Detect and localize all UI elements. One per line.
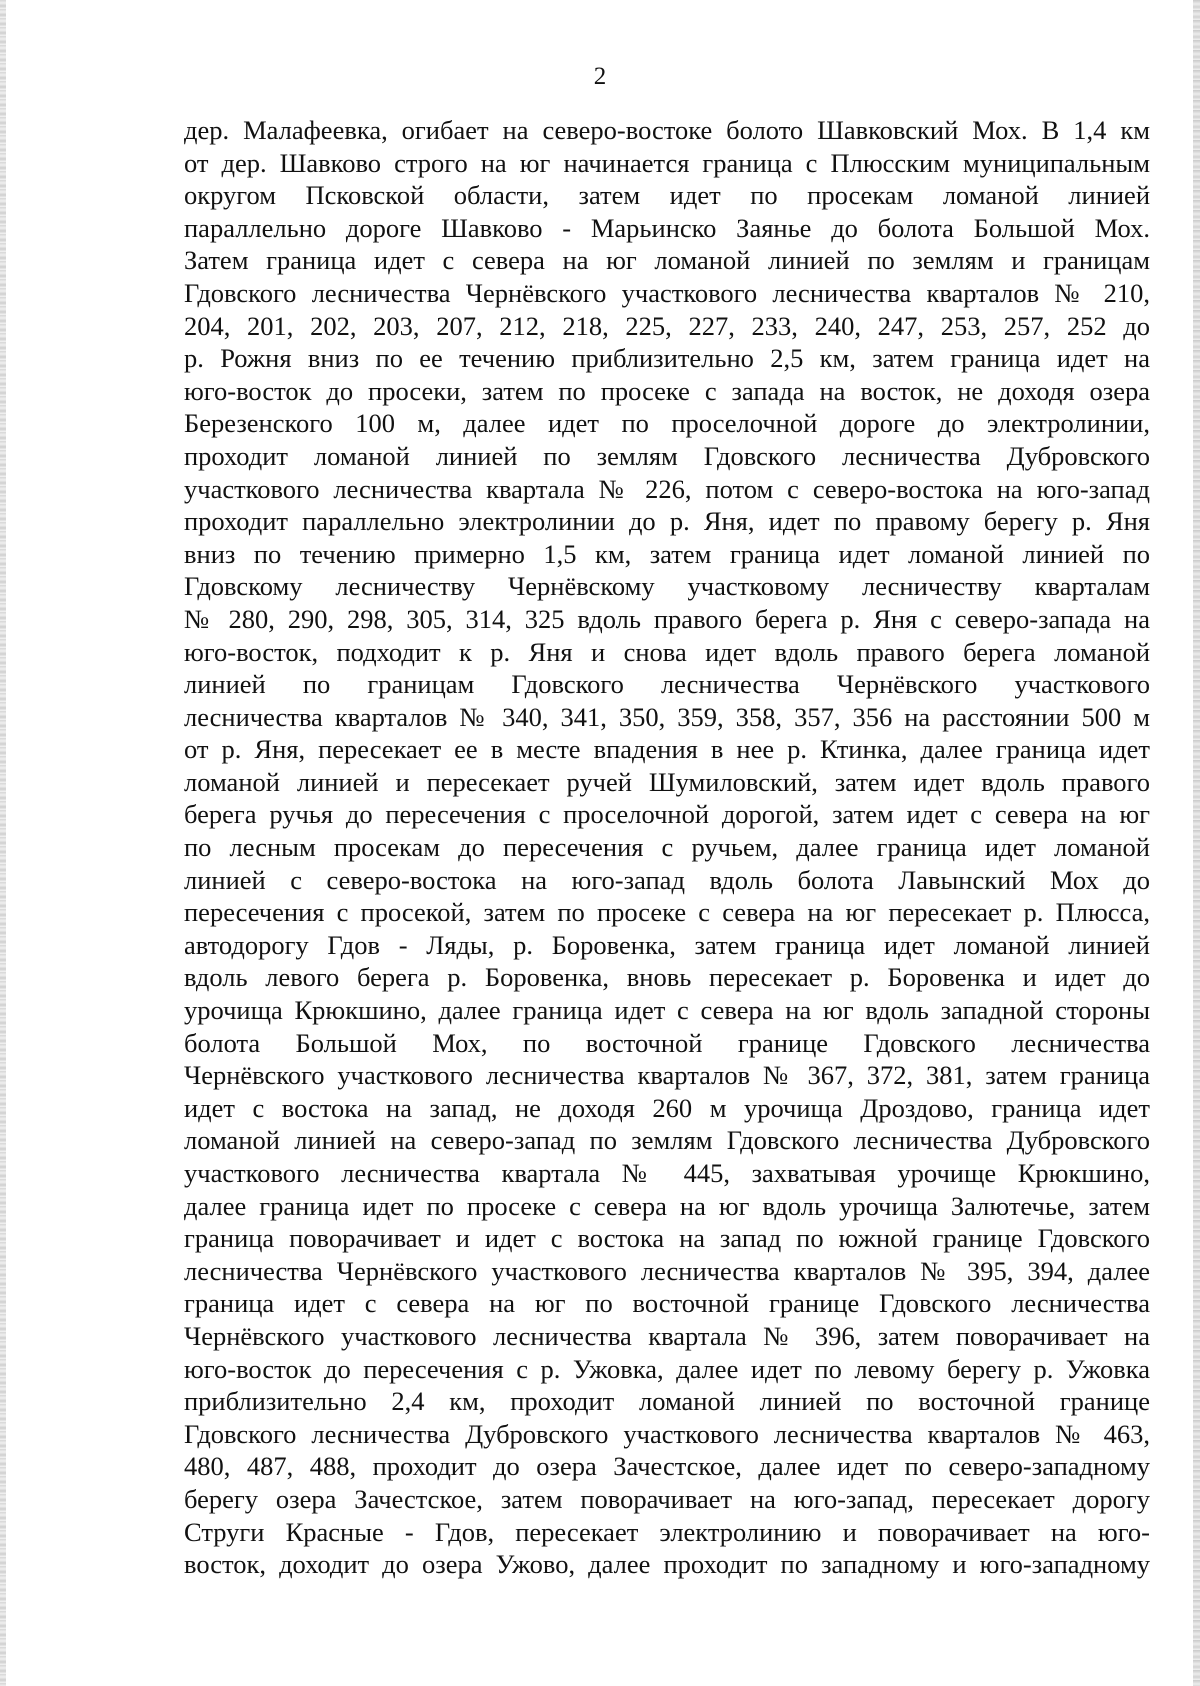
text-line: болота Большой Мох, по восточной границе Гдовского лесничества <box>184 1027 1150 1058</box>
text-line: юго-восток до пересечения с р. Ужовка, далее идет по левому берегу р. Ужовка <box>184 1353 1150 1384</box>
text-line: юго-восток до просеки, затем по просеке с запада на восток, не доходя озера <box>184 375 1150 406</box>
text-line: идет с востока на запад, не доходя 260 м урочища Дроздово, граница идет <box>184 1092 1150 1123</box>
text-line: Затем граница идет с севера на юг ломаной линией по землям и границам <box>184 245 1150 276</box>
text-line: берега ручья до пересечения с проселочной дорогой, затем идет с севера на юг <box>184 799 1150 830</box>
text-line: участкового лесничества квартала № 445, захватывая урочище Крюкшино, <box>184 1158 1150 1188</box>
text-line: по лесным просекам до пересечения с ручьем, далее граница идет ломаной <box>184 832 1150 863</box>
text-line: 204, 201, 202, 203, 207, 212, 218, 225, 227, 233, 240, 247, 253, 257, 252 до <box>184 310 1150 341</box>
text-line: вниз по течению примерно 1,5 км, затем граница идет ломаной линией по <box>184 538 1150 569</box>
text-line: линией с северо-востока на юго-запад вдоль болота Лавынский Мох до <box>184 864 1150 895</box>
text-line: участкового лесничества квартала № 226, потом с северо-востока на юго-запад <box>184 473 1150 504</box>
text-line: дер. Малафеевка, огибает на северо-востоке болото Шавковский Мох. В 1,4 км <box>184 115 1150 145</box>
text-line: № 280, 290, 298, 305, 314, 325 вдоль правого берега р. Яня с северо-запада на <box>184 603 1150 634</box>
page-number: 2 <box>593 63 607 90</box>
scan-edge-left <box>0 0 6 1686</box>
text-line: вдоль левого берега р. Боровенка, вновь пересекает р. Боровенка и идет до <box>184 962 1150 993</box>
text-line: р. Рожня вниз по ее течению приблизительно 2,5 км, затем граница идет на <box>184 343 1150 374</box>
text-line: берегу озера Зачестское, затем поворачивает на юго-запад, пересекает дорогу <box>184 1483 1150 1514</box>
text-line: граница идет с севера на юг по восточной границе Гдовского лесничества <box>184 1288 1150 1319</box>
text-line: граница поворачивает и идет с востока на запад по южной границе Гдовского <box>184 1223 1150 1254</box>
text-line: урочища Крюкшино, далее граница идет с севера на юг вдоль западной стороны <box>184 995 1150 1026</box>
text-line: округом Псковской области, затем идет по просекам ломаной линией <box>184 180 1150 211</box>
text-line: Гдовского лесничества Чернёвского участкового лесничества кварталов № 210, <box>184 277 1150 308</box>
text-line: от дер. Шавково строго на юг начинается граница с Плюсским муниципальным <box>184 147 1150 178</box>
text-line: параллельно дороге Шавково - Марьинско Заянье до болота Большой Мох. <box>184 212 1150 243</box>
text-line: проходит параллельно электролинии до р. Яня, идет по правому берегу р. Яня <box>184 506 1150 537</box>
text-line: юго-восток, подходит к р. Яня и снова идет вдоль правого берега ломаной <box>184 636 1150 667</box>
scan-edge-right <box>1193 0 1200 1686</box>
text-line: ломаной линией и пересекает ручей Шумиловский, затем идет вдоль правого <box>184 766 1150 797</box>
text-line: восток, доходит до озера Ужово, далее проходит по западному и юго-западному <box>184 1549 1150 1580</box>
text-line: линией по границам Гдовского лесничества Чернёвского участкового <box>184 669 1150 700</box>
text-line: лесничества Чернёвского участкового лесничества кварталов № 395, 394, далее <box>184 1255 1150 1286</box>
text-line: лесничества кварталов № 340, 341, 350, 359, 358, 357, 356 на расстоянии 500 м <box>184 701 1150 732</box>
text-line: от р. Яня, пересекает ее в месте впадения в нее р. Ктинка, далее граница идет <box>184 734 1150 765</box>
text-line: Струги Красные - Гдов, пересекает электролинию и поворачивает на юго- <box>184 1516 1150 1547</box>
text-line: далее граница идет по просеке с севера на юг вдоль урочища Залютечье, затем <box>184 1190 1150 1221</box>
text-line: Чернёвского участкового лесничества кварталов № 367, 372, 381, затем граница <box>184 1060 1150 1091</box>
text-line: Березенского 100 м, далее идет по проселочной дороге до электролинии, <box>184 408 1150 439</box>
text-line: Гдовскому лесничеству Чернёвскому участковому лесничеству кварталам <box>184 571 1150 602</box>
text-line: ломаной линией на северо-запад по землям Гдовского лесничества Дубровского <box>184 1125 1150 1156</box>
text-line: Чернёвского участкового лесничества квартала № 396, затем поворачивает на <box>184 1320 1150 1351</box>
document-body <box>184 114 1150 1581</box>
text-line: приблизительно 2,4 км, проходит ломаной линией по восточной границе <box>184 1386 1150 1417</box>
text-line: проходит ломаной линией по землям Гдовского лесничества Дубровского <box>184 440 1150 471</box>
text-line: пересечения с просекой, затем по просеке с севера на юг пересекает р. Плюсса, <box>184 897 1150 928</box>
text-line: Гдовского лесничества Дубровского участкового лесничества кварталов № 463, <box>184 1418 1150 1449</box>
text-line: 480, 487, 488, проходит до озера Зачестское, далее идет по северо-западному <box>184 1451 1150 1482</box>
text-line: автодорогу Гдов - Ляды, р. Боровенка, затем граница идет ломаной линией <box>184 929 1150 960</box>
